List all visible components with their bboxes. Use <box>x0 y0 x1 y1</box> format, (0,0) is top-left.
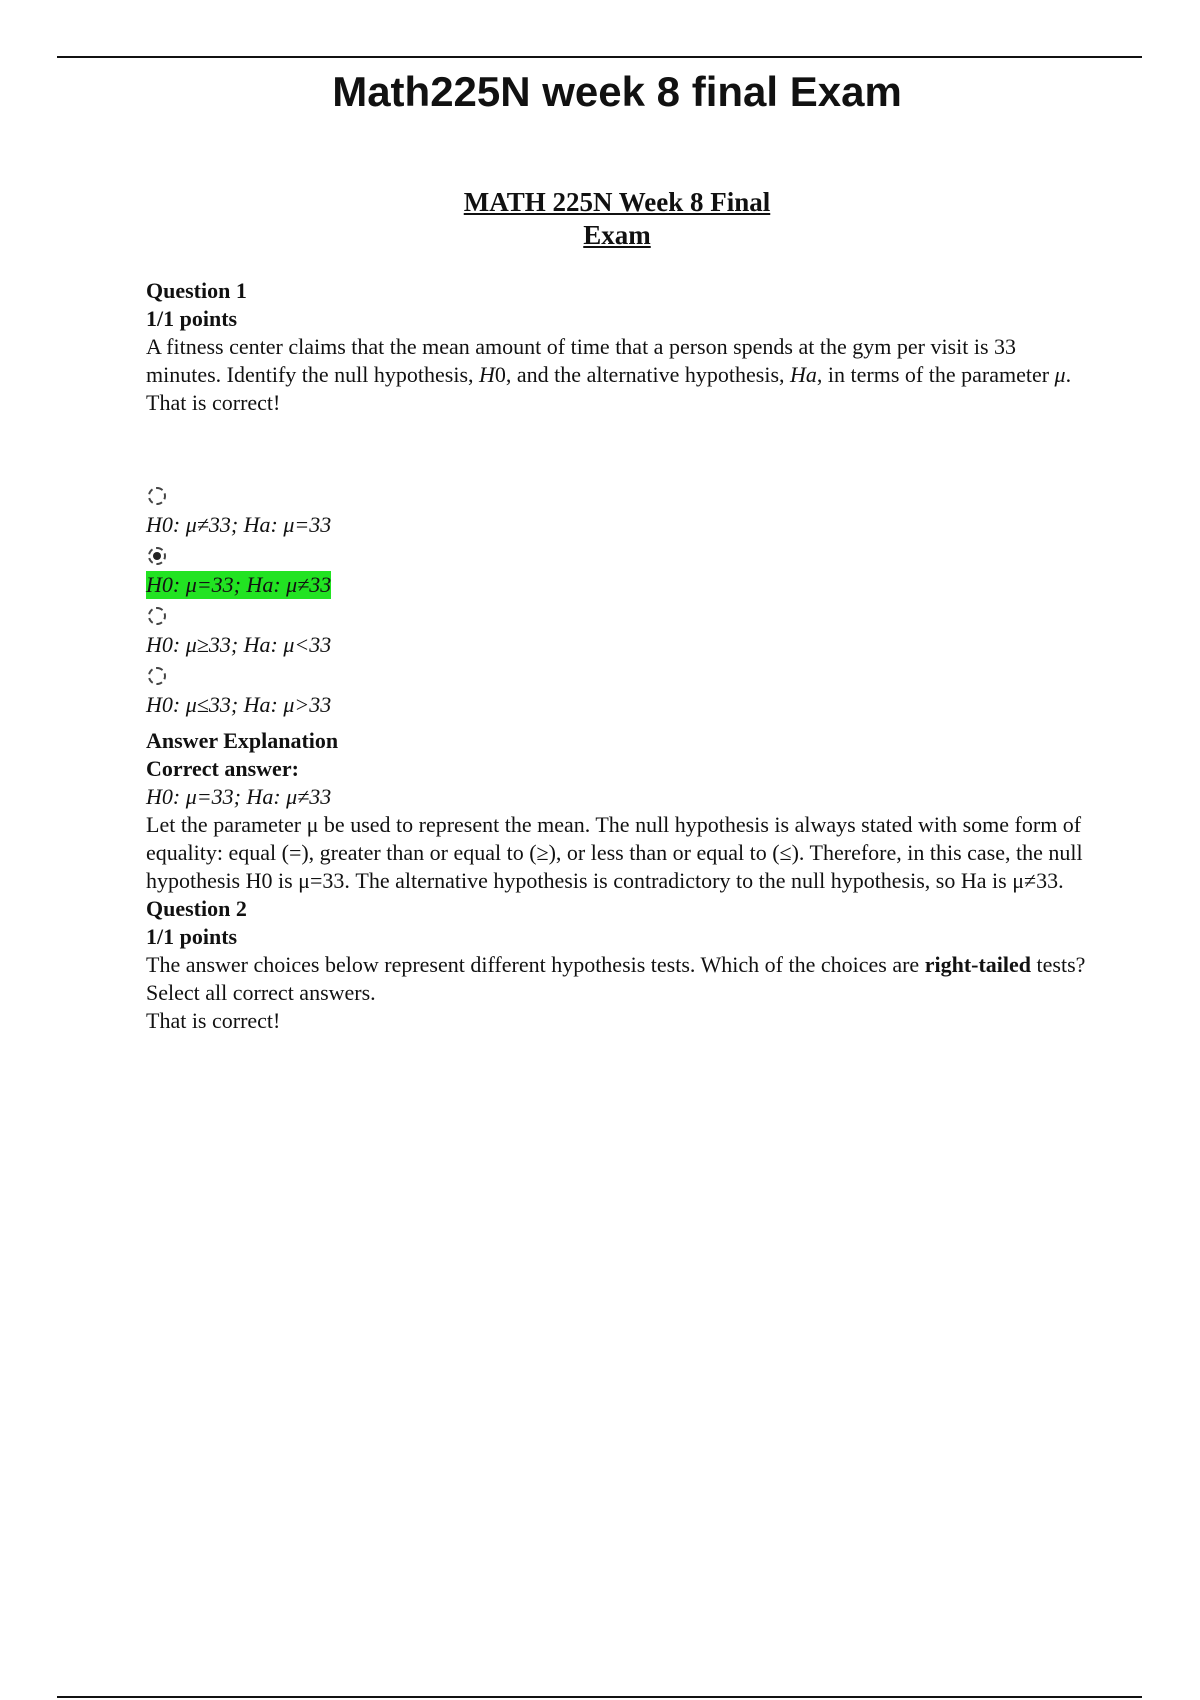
answer-option-selected[interactable] <box>146 547 1086 607</box>
explanation-text: Let the parameter μ be used to represent the mean. The null hypothesis is always stated with some form of equality: equal (=), greater than or equal to (≥), or less than or equal to (≤). Therefore, in this case, the null hypothesis H0 is μ=33. The alternative hypothesis is contradictory to the null hypothesis, so Ha is μ≠33. <box>146 812 1083 893</box>
answer-option[interactable] <box>146 487 1086 547</box>
radio-button-checked[interactable] <box>148 547 166 565</box>
question-1-label: Question 1 <box>146 278 247 303</box>
answer-option-text: H0: μ≤33; Ha: μ>33 <box>146 692 332 717</box>
answer-option-text: H0: μ=33; Ha: μ≠33 <box>146 572 332 597</box>
answer-option[interactable] <box>146 667 1086 727</box>
document-title-line2: Exam <box>583 220 651 250</box>
question-1-prompt: A fitness center claims that the mean amount of time that a person spends at the gym per visit is 33 minutes. Identify the null hypothesis, H0, and the alternative hypothesis, Ha, in terms of the parameter μ. <box>146 334 1072 387</box>
answer-option-text: H0: μ≠33; Ha: μ=33 <box>146 512 332 537</box>
question-2-feedback: That is correct! <box>146 1008 281 1033</box>
question-1-feedback: That is correct! <box>146 390 281 415</box>
top-rule <box>57 56 1142 58</box>
page-title: Math225N week 8 final Exam <box>332 68 902 115</box>
question-1-points: 1/1 points <box>146 306 238 331</box>
correct-answer: H0: μ=33; Ha: μ≠33 <box>146 784 332 809</box>
bottom-rule <box>57 1696 1142 1698</box>
document-title <box>417 186 817 252</box>
radio-button[interactable] <box>148 667 166 685</box>
exam-content <box>146 277 1086 1035</box>
question-2-prompt: The answer choices below represent different hypothesis tests. Which of the choices are right-tailed tests? Select all correct answers. <box>146 952 1086 1005</box>
correct-answer-heading: Correct answer: <box>146 756 299 781</box>
document-title-line1: MATH 225N Week 8 Final <box>463 187 771 217</box>
answer-option-text: H0: μ≥33; Ha: μ<33 <box>146 632 332 657</box>
question-1-options <box>146 487 1086 727</box>
radio-button[interactable] <box>148 607 166 625</box>
question-2-points: 1/1 points <box>146 924 238 949</box>
answer-explanation-heading: Answer Explanation <box>146 728 339 753</box>
answer-option[interactable] <box>146 607 1086 667</box>
question-2-label: Question 2 <box>146 896 247 921</box>
radio-button[interactable] <box>148 487 166 505</box>
